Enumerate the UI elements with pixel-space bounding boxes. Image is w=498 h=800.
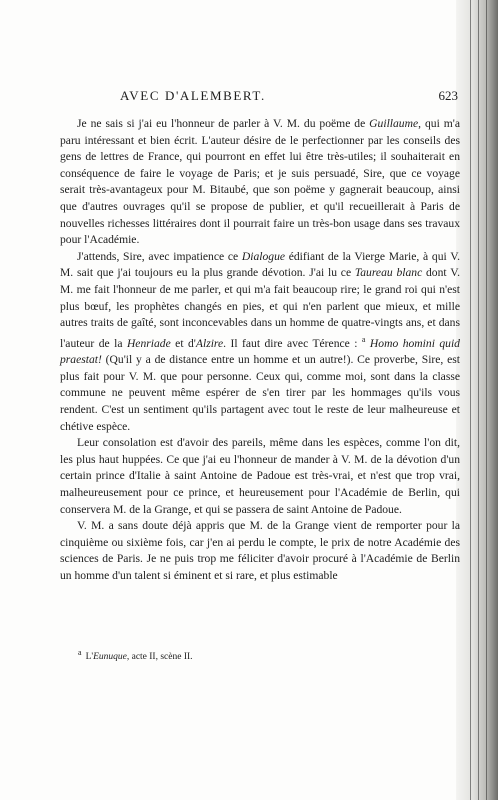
text-run: dont V. M. me fait l'honneur de me parler, et qui m'a fait beaucoup rire; le grand roi qui n'est plus bœuf, les prophètes changés en pies, et qui n'en parlent que mieux, et mille autres traits de gaîté, sont inconcevables dans un homme de quatre-vingts ans, et dans l'auteur de la bbox=[60, 266, 460, 350]
footnote-mark: a bbox=[78, 648, 82, 657]
italic-text: Taureau blanc bbox=[354, 266, 423, 280]
paragraph bbox=[60, 435, 460, 518]
italic-text: Alzire bbox=[195, 336, 224, 350]
running-head: AVEC D'ALEMBERT. bbox=[120, 88, 266, 103]
text-run: et d' bbox=[170, 336, 196, 350]
text-run: (Qu'il y a de distance entre un homme et un autre!). Ce proverbe, Sire, est plus fait pour V. M. que pour personne. Ceux qui, comme moi, sont dans la classe commune ne peuvent même espérer de s'en tirer par les hommages qu'ils vous rendent. C'est un sentiment qu'ils partagent avec tout le reste de leur malheureuse et chétive espèce. bbox=[60, 353, 460, 433]
text-run: Je ne sais si j'ai eu l'honneur de parler à V. M. du poëme de bbox=[77, 117, 370, 130]
page-header bbox=[92, 88, 458, 106]
text-run: Leur consolation est d'avoir des pareils, même dans les espèces, comme l'on dit, les plus haut huppées. Ce que j'ai eu l'honneur de mander à V. M. de la dévotion d'un certain prince d'Italie à saint Antoine de Padoue est très-vrai, et n'est que trop vrai, malheureusement pour ce prince, et heureusement pour l'Académie de Berlin, qui conservera M. de la Grange, et qui se passera de saint Antoine de Padoue. bbox=[60, 436, 460, 516]
page-number: 623 bbox=[438, 88, 458, 103]
footnote-reference: a bbox=[361, 334, 366, 344]
text-run: V. M. a sans doute déjà appris que M. de la Grange vient de remporter pour la cinquième ou sixième fois, car j'en ai perdu le compte, le prix de notre Académie des sciences de Paris. Je ne puis trop me féliciter d'avoir procuré à l'Académie de Berlin un homme d'un talent si éminent et si rare, et plus estimable bbox=[60, 519, 460, 582]
paragraph bbox=[60, 116, 460, 249]
italic-text: Henriade bbox=[126, 336, 171, 350]
italic-text: Guillaume bbox=[369, 117, 419, 130]
footnote-pre: L' bbox=[85, 652, 94, 663]
spine-rule bbox=[478, 0, 479, 800]
footnote-post: , acte II, scène II. bbox=[126, 652, 193, 663]
footnote-title: Eunuque bbox=[93, 652, 127, 663]
letter-body bbox=[60, 116, 460, 584]
italic-text: Dialogue bbox=[241, 249, 286, 263]
paragraph bbox=[60, 249, 460, 435]
book-spine-edge bbox=[456, 0, 498, 800]
text-run: édifiant de la Vierge Marie, à qui V. M. sait que j'ai toujours eu la plus grande dévotion. J'ai lu ce bbox=[60, 249, 460, 280]
italic-text: Homo homini quid praestat! bbox=[60, 336, 460, 367]
text-run: . Il faut dire avec Térence : bbox=[223, 336, 362, 350]
paragraph bbox=[60, 518, 460, 584]
spine-rule bbox=[470, 0, 471, 800]
spine-rule bbox=[486, 0, 487, 800]
text-run: J'attends, Sire, avec impatience ce bbox=[77, 249, 242, 263]
footnote bbox=[78, 647, 458, 663]
text-run: , qui m'a paru intéressant et bien écrit. L'auteur désire de le perfectionner par les conseils des gens de lettres de France, qui pourront en effet lui être très-utiles; il souhaiterait en conséquence de faire le voyage de Paris; et je suis persuadé, Sire, que ce voyage serait très-avantageux pour M. Bitaubé, que son poëme y gagnerait beaucoup, ainsi que d'autres ouvrages qu'il se propose de publier, et qu'il recueillerait à Paris de nouvelles richesses littéraires dont il pourrait faire un très-bon usage dans ses travaux pour l'Académie. bbox=[60, 117, 460, 247]
